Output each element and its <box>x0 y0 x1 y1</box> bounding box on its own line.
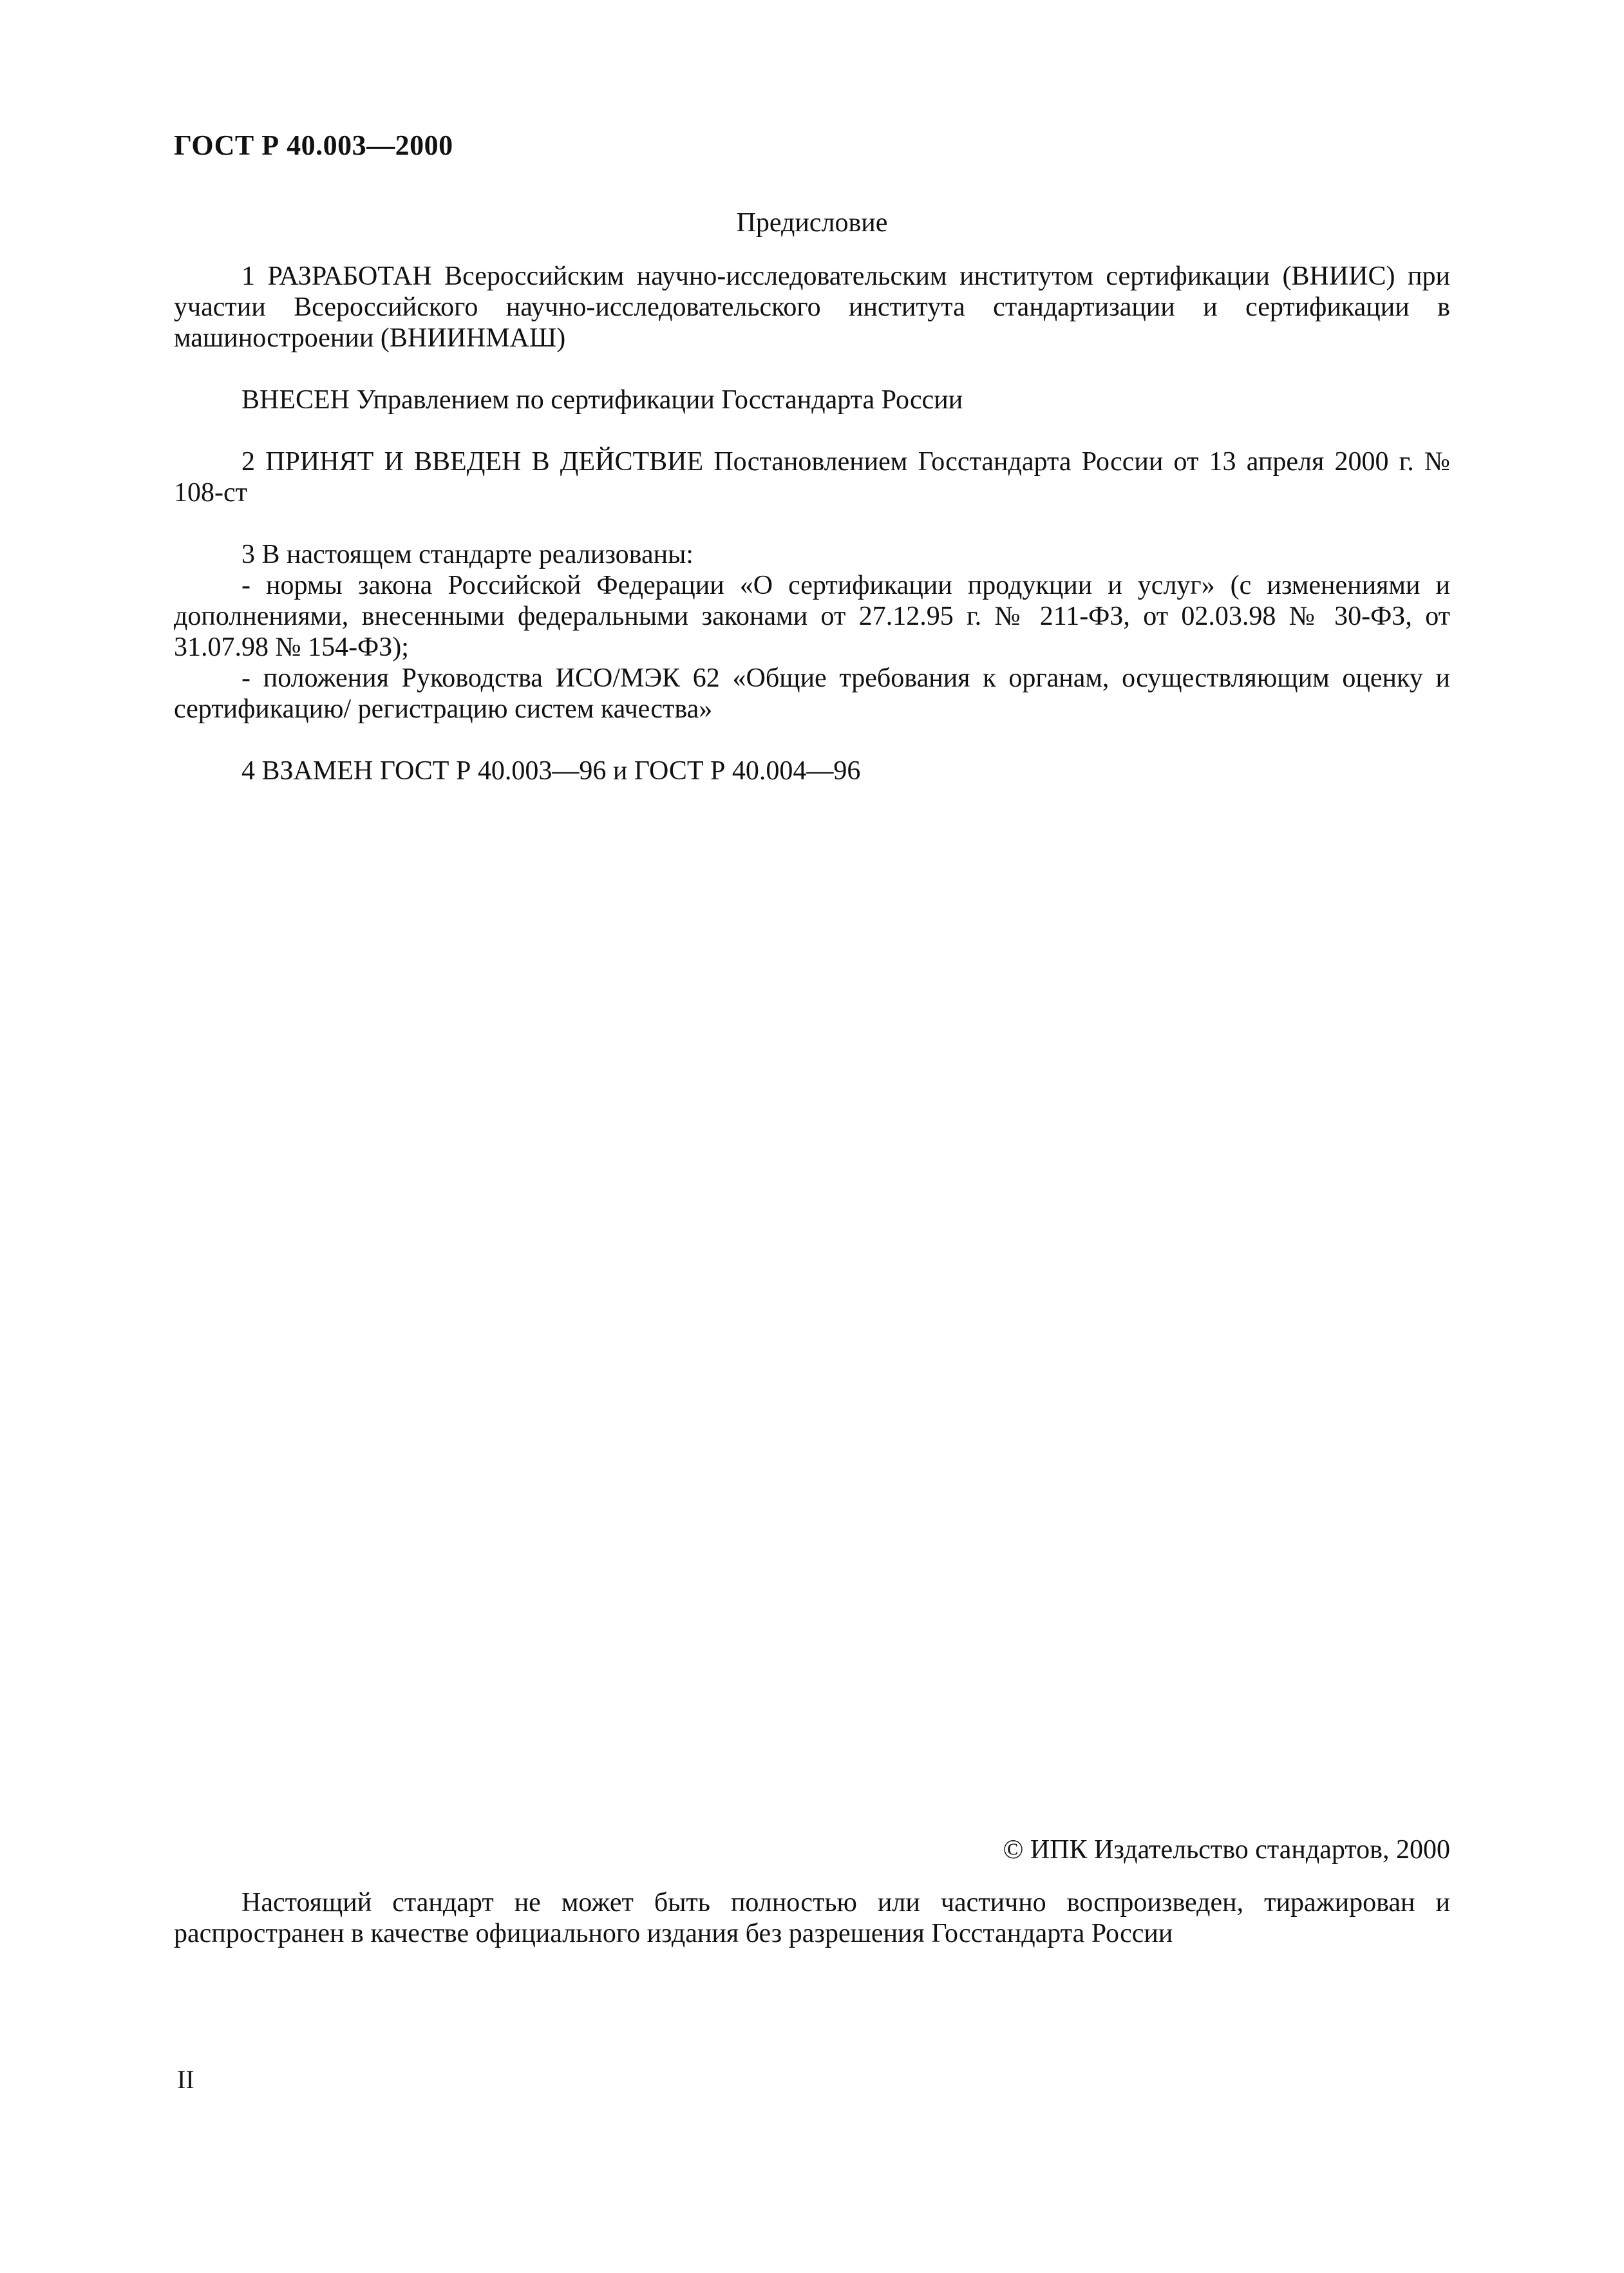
foreword-body <box>174 261 1450 786</box>
copyright-line: © ИПК Издательство стандартов, 2000 <box>1003 1835 1450 1865</box>
reproduction-notice: Настоящий стандарт не может быть полностью или частично воспроизведен, тиражирован и распространен в качестве официального издания без разрешения Госстандарта России <box>174 1888 1450 1948</box>
item-4-replaces: 4 ВЗАМЕН ГОСТ Р 40.003—96 и ГОСТ Р 40.004—96 <box>241 756 861 786</box>
item-3-law-norms: - нормы закона Российской Федерации «О сертификации продукции и услуг» (с изменениями и дополнениями, внесенными федеральными законами от 27.12.95 г. № 211-ФЗ, от 02.03.98 № 30-ФЗ, от 31.07.98 № 154-ФЗ); <box>174 571 1450 662</box>
page-number: II <box>177 2065 194 2094</box>
standard-code-header: ГОСТ Р 40.003—2000 <box>174 129 453 161</box>
section-title: Предисловие <box>736 208 888 238</box>
item-3-iso-guide: - положения Руководства ИСО/МЭК 62 «Общие требования к органам, осуществляющим оценку и сертификацию/ регистрацию систем качества» <box>174 663 1450 724</box>
item-introduced: ВНЕСЕН Управлением по сертификации Госстандарта России <box>241 385 963 415</box>
item-1-developed: 1 РАЗРАБОТАН Всероссийским научно-исследовательским институтом сертификации (ВНИИС) при участии Всероссийского научно-исследовательского института стандартизации и сертификации в машиностроении (ВНИИНМАШ) <box>174 262 1450 353</box>
item-2-adopted: 2 ПРИНЯТ И ВВЕДЕН В ДЕЙСТВИЕ Постановлением Госстандарта России от 13 апреля 2000 г. № 108-ст <box>174 447 1450 508</box>
item-3-intro: 3 В настоящем стандарте реализованы: <box>241 540 694 569</box>
